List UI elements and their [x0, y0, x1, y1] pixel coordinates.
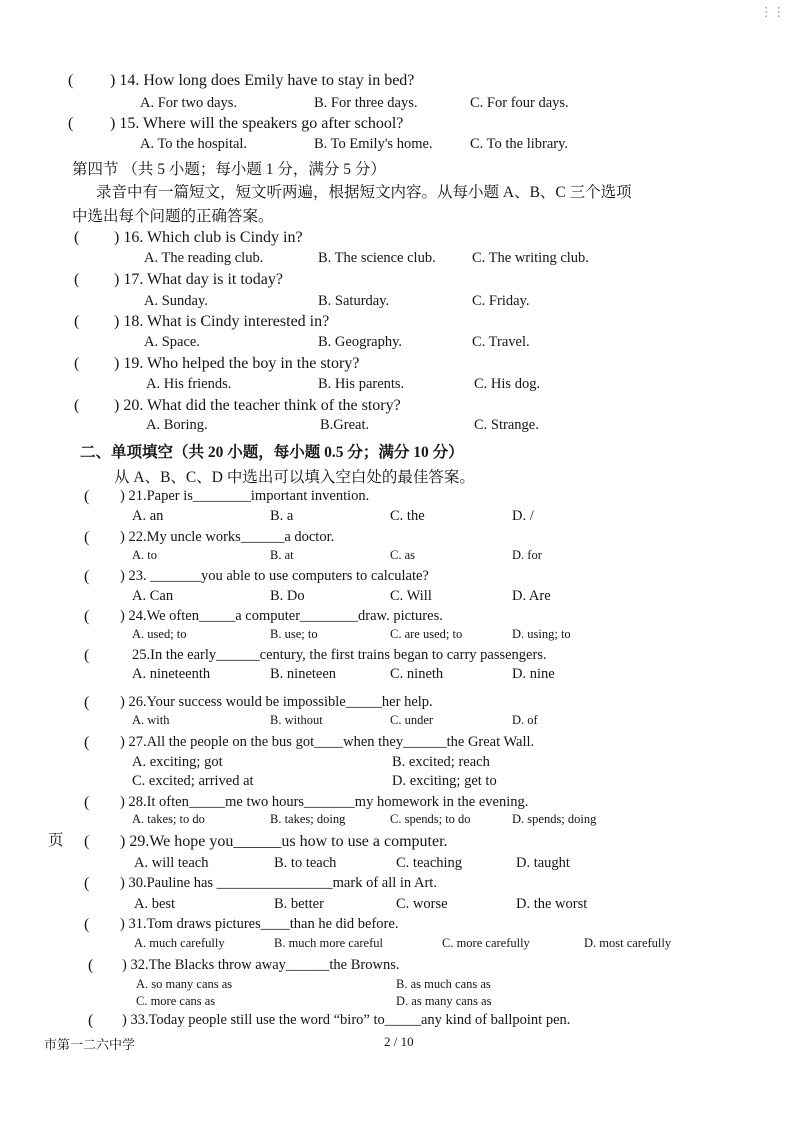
question-20-option-a: A. Boring.: [146, 417, 208, 433]
footer-school-name: 市第一二六中学: [44, 1037, 136, 1052]
question-32-option-c: C. more cans as: [136, 994, 216, 1008]
question-26-stem: ) 26.Your success would be impossible_____her help.: [120, 694, 433, 710]
question-21-option-c: C. the: [390, 508, 425, 524]
section-4-title: 第四节 （共 5 小题；每小题 1 分，满分 5 分）: [72, 161, 386, 178]
question-22-option-d: D. for: [512, 548, 542, 562]
question-27-option-b: B. excited; reach: [392, 754, 490, 770]
question-23-option-b: B. Do: [270, 588, 305, 604]
question-15-option-c: C. To the library.: [470, 136, 569, 152]
question-32-stem: ) 32.The Blacks throw away______the Browns.: [122, 957, 400, 973]
question-16-option-a: A. The reading club.: [144, 250, 264, 266]
answer-paren: (: [84, 608, 90, 625]
question-25-option-d: D. nine: [512, 666, 555, 682]
question-28-option-c: C. spends; to do: [390, 812, 471, 826]
question-26-option-c: C. under: [390, 713, 434, 727]
binding-margin-char: 页: [48, 832, 64, 849]
question-15-stem: ) 15. Where will the speakers go after school?: [110, 115, 404, 132]
question-29-option-c: C. teaching: [396, 855, 463, 871]
section-4-instruction-line1: 录音中有一篇短文，短文听两遍，根据短文内容。从每小题 A、B、C 三个选项: [96, 184, 632, 201]
answer-paren: (: [74, 271, 80, 288]
question-24-option-c: C. are used; to: [390, 627, 463, 641]
question-25-stem: 25.In the early______century, the first trains began to carry passengers.: [132, 647, 547, 663]
question-28-option-d: D. spends; doing: [512, 812, 597, 826]
question-29-option-b: B. to teach: [274, 855, 337, 871]
question-28-option-a: A. takes; to do: [132, 812, 205, 826]
question-17-option-c: C. Friday.: [472, 293, 530, 309]
question-24-option-b: B. use; to: [270, 627, 318, 641]
answer-paren: (: [84, 488, 90, 505]
question-14-option-b: B. For three days.: [314, 95, 418, 111]
question-22-option-a: A. to: [132, 548, 157, 562]
question-18-option-c: C. Travel.: [472, 334, 530, 350]
answer-paren: (: [84, 647, 90, 664]
section-4-instruction-line2: 中选出每个问题的正确答案。: [72, 208, 274, 225]
question-23-stem: ) 23. _______you able to use computers to calculate?: [120, 568, 429, 584]
question-33-stem: ) 33.Today people still use the word “biro” to_____any kind of ballpoint pen.: [122, 1012, 571, 1028]
part-2-title: 二、单项填空（共 20 小题，每小题 0.5 分；满分 10 分）: [80, 444, 464, 461]
answer-paren: (: [84, 794, 90, 811]
question-27-stem: ) 27.All the people on the bus got____when they______the Great Wall.: [120, 734, 535, 750]
question-31-option-a: A. much carefully: [134, 936, 225, 950]
question-21-option-d: D. /: [512, 508, 534, 524]
part-2-instruction: 从 A、B、C、D 中选出可以填入空白处的最佳答案。: [114, 469, 475, 486]
question-23-option-a: A. Can: [132, 588, 174, 604]
question-30-option-d: D. the worst: [516, 896, 588, 912]
question-19-option-c: C. His dog.: [474, 376, 541, 392]
question-27-option-d: D. exciting; get to: [392, 773, 497, 789]
question-14-option-c: C. For four days.: [470, 95, 569, 111]
question-18-option-b: B. Geography.: [318, 334, 403, 350]
answer-paren: (: [74, 229, 80, 246]
question-29-option-d: D. taught: [516, 855, 570, 871]
question-20-option-c: C. Strange.: [474, 417, 539, 433]
question-19-option-a: A. His friends.: [146, 376, 232, 392]
question-16-option-b: B. The science club.: [318, 250, 436, 266]
question-15-option-b: B. To Emily's home.: [314, 136, 433, 152]
question-25-option-a: A. nineteenth: [132, 666, 211, 682]
question-15-option-a: A. To the hospital.: [140, 136, 248, 152]
question-31-stem: ) 31.Tom draws pictures____than he did before.: [120, 916, 399, 932]
page-corner-mark: ⋮⋮: [760, 5, 785, 19]
question-26-option-a: A. with: [132, 713, 170, 727]
question-17-option-a: A. Sunday.: [144, 293, 208, 309]
question-23-option-d: D. Are: [512, 588, 551, 604]
answer-paren: (: [84, 568, 90, 585]
answer-paren: (: [68, 115, 74, 132]
answer-paren: (: [84, 875, 90, 892]
question-27-option-c: C. excited; arrived at: [132, 773, 254, 789]
question-14-option-a: A. For two days.: [140, 95, 238, 111]
answer-paren: (: [84, 916, 90, 933]
question-26-option-d: D. of: [512, 713, 538, 727]
question-25-option-b: B. nineteen: [270, 666, 337, 682]
question-16-option-c: C. The writing club.: [472, 250, 589, 266]
question-22-stem: ) 22.My uncle works______a doctor.: [120, 529, 335, 545]
question-32-option-a: A. so many cans as: [136, 977, 233, 991]
question-30-option-c: C. worse: [396, 896, 448, 912]
question-22-option-b: B. at: [270, 548, 294, 562]
question-30-option-b: B. better: [274, 896, 324, 912]
answer-paren: (: [74, 397, 80, 414]
question-31-option-b: B. much more careful: [274, 936, 383, 950]
question-26-option-b: B. without: [270, 713, 323, 727]
question-24-stem: ) 24.We often_____a computer________draw. pictures.: [120, 608, 443, 624]
question-32-option-b: B. as much cans as: [396, 977, 491, 991]
question-20-stem: ) 20. What did the teacher think of the story?: [114, 397, 401, 414]
question-24-option-d: D. using; to: [512, 627, 571, 641]
answer-paren: (: [84, 833, 90, 850]
question-22-option-c: C. as: [390, 548, 415, 562]
answer-paren: (: [74, 355, 80, 372]
footer-page-number: 2 / 10: [384, 1034, 414, 1049]
question-17-stem: ) 17. What day is it today?: [114, 271, 283, 288]
question-23-option-c: C. Will: [390, 588, 432, 604]
question-21-stem: ) 21.Paper is________important invention.: [120, 488, 370, 504]
question-27-option-a: A. exciting; got: [132, 754, 223, 770]
question-19-option-b: B. His parents.: [318, 376, 405, 392]
question-16-stem: ) 16. Which club is Cindy in?: [114, 229, 303, 246]
question-18-stem: ) 18. What is Cindy interested in?: [114, 313, 330, 330]
answer-paren: (: [88, 957, 94, 974]
question-21-option-a: A. an: [132, 508, 164, 524]
question-18-option-a: A. Space.: [144, 334, 200, 350]
question-29-option-a: A. will teach: [134, 855, 209, 871]
question-20-option-b: B.Great.: [320, 417, 370, 433]
question-30-option-a: A. best: [134, 896, 176, 912]
question-19-stem: ) 19. Who helped the boy in the story?: [114, 355, 360, 372]
question-32-option-d: D. as many cans as: [396, 994, 492, 1008]
question-28-stem: ) 28.It often_____me two hours_______my homework in the evening.: [120, 794, 529, 810]
answer-paren: (: [84, 529, 90, 546]
question-14-stem: ) 14. How long does Emily have to stay in bed?: [110, 72, 415, 89]
question-31-option-c: C. more carefully: [442, 936, 530, 950]
question-30-stem: ) 30.Pauline has ________________mark of all in Art.: [120, 875, 437, 891]
question-17-option-b: B. Saturday.: [318, 293, 390, 309]
question-29-stem: ) 29.We hope you______us how to use a computer.: [120, 833, 448, 850]
question-24-option-a: A. used; to: [132, 627, 187, 641]
answer-paren: (: [88, 1012, 94, 1029]
question-25-option-c: C. nineth: [390, 666, 444, 682]
answer-paren: (: [68, 72, 74, 89]
answer-paren: (: [84, 734, 90, 751]
answer-paren: (: [74, 313, 80, 330]
answer-paren: (: [84, 694, 90, 711]
question-28-option-b: B. takes; doing: [270, 812, 346, 826]
question-31-option-d: D. most carefully: [584, 936, 672, 950]
question-21-option-b: B. a: [270, 508, 294, 524]
